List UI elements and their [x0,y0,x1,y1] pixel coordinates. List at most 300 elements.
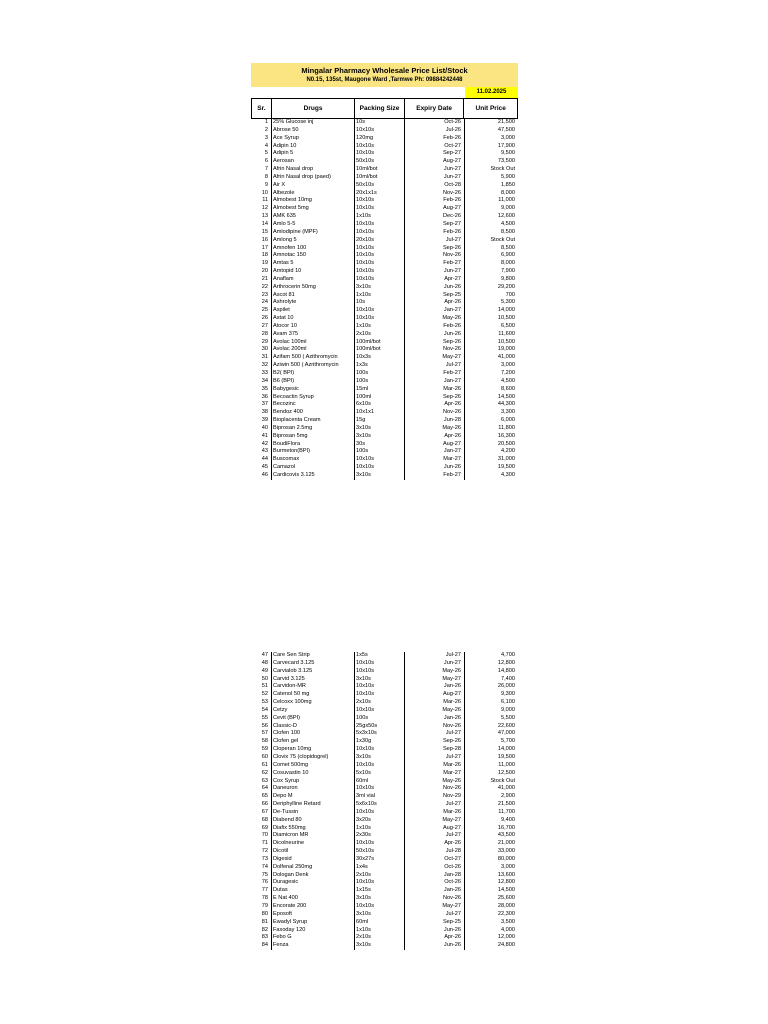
table-row [251,464,518,472]
row-expiry-date: Jun-26 [405,942,465,950]
row-expiry-date: Jun-27 [405,174,465,182]
row-drug-name: Cox Syrup [271,778,355,786]
row-packing-size: 10x10s [355,785,405,793]
row-expiry-date: Jan-26 [405,887,465,895]
table-row [251,942,518,950]
table-row [251,856,518,864]
row-packing-size: 10x10s [355,252,405,260]
row-sr: 37 [261,401,268,408]
row-unit-price: 22,600 [497,722,515,729]
row-expiry-date: Oct-26 [405,119,465,127]
row-packing-size: 3x10s [355,911,405,919]
row-expiry-date: Jul-27 [405,362,465,370]
row-sr: 43 [261,448,268,455]
row-packing-size: 15g [355,417,405,425]
row-packing-size: 10x10s [355,150,405,158]
col-drugs: Drugs [272,99,355,118]
row-unit-price: 8,500 [501,228,515,235]
row-packing-size: 10x10s [355,660,405,668]
row-drug-name: Ashrolyte [271,299,355,307]
row-expiry-date: Mar-26 [405,762,465,770]
row-expiry-date: Jul-27 [405,237,465,245]
row-sr: 27 [261,322,268,329]
table-row [251,887,518,895]
row-expiry-date: Nov-26 [405,346,465,354]
row-unit-price: 8,000 [501,189,515,196]
table-row [251,691,518,699]
row-expiry-date: Nov-26 [405,723,465,731]
row-drug-name: Cosuvastin 10 [271,770,355,778]
col-unit-price: Unit Price [475,105,506,112]
row-expiry-date: Aug-27 [405,825,465,833]
row-sr: 77 [261,887,268,894]
row-sr: 72 [261,848,268,855]
row-unit-price: 13,600 [497,871,515,878]
row-drug-name: Digesid [271,856,355,864]
table-row [251,362,518,370]
row-packing-size: 10ml/bot [355,174,405,182]
table-row [251,825,518,833]
row-sr: 16 [261,236,268,243]
row-packing-size: 10x10s [355,683,405,691]
table-row [251,652,518,660]
row-sr: 4 [264,142,268,149]
table-row [251,143,518,151]
row-unit-price: 24,800 [497,942,515,949]
row-packing-size: 100s [355,715,405,723]
row-expiry-date: Jul-27 [405,911,465,919]
table-row [251,158,518,166]
row-expiry-date: Apr-27 [405,276,465,284]
row-drug-name: Avam 375 [271,331,355,339]
row-drug-name: Air X [271,182,355,190]
row-packing-size: 5x10s [355,770,405,778]
row-drug-name: Babygesic [271,386,355,394]
row-drug-name: BoudiFlora [271,441,355,449]
row-expiry-date: Jan-28 [405,872,465,880]
row-packing-size: 1x15s [355,887,405,895]
row-packing-size: 10x10s [355,464,405,472]
row-expiry-date: Nov-26 [405,409,465,417]
row-packing-size: 10x10s [355,197,405,205]
row-expiry-date: Oct-26 [405,879,465,887]
row-sr: 52 [261,691,268,698]
row-sr: 46 [261,471,268,478]
row-packing-size: 10x10s [355,456,405,464]
row-sr: 71 [261,840,268,847]
row-sr: 69 [261,824,268,831]
row-expiry-date: Sep-27 [405,150,465,158]
table-row [251,778,518,786]
row-unit-price: 47,000 [497,730,515,737]
row-sr: 44 [261,456,268,463]
row-expiry-date: Feb-26 [405,197,465,205]
row-expiry-date: May-26 [405,707,465,715]
table-row [251,676,518,684]
table-row [251,730,518,738]
row-sr: 56 [261,722,268,729]
row-sr: 23 [261,291,268,298]
row-unit-price: 4,700 [501,652,515,658]
row-packing-size: 10x10s [355,691,405,699]
row-expiry-date: Oct-27 [405,856,465,864]
row-drug-name: Azifam 500 ( Azithromycin [271,354,355,362]
row-packing-size: 120mg [355,135,405,143]
table-row [251,699,518,707]
table-row [251,268,518,276]
row-drug-name: Almobest 10mg [271,197,355,205]
table-row [251,150,518,158]
col-packing-size: Packing Size [355,99,405,118]
row-sr: 81 [261,918,268,925]
row-unit-price: 19,000 [497,346,515,353]
row-expiry-date: Nov-26 [405,190,465,198]
row-unit-price: 4,200 [501,448,515,455]
row-sr: 84 [261,942,268,949]
row-drug-name: Clofen gel [271,738,355,746]
table-row [251,339,518,347]
row-sr: 25 [261,307,268,314]
row-expiry-date: Jan-26 [405,715,465,723]
row-sr: 38 [261,409,268,416]
row-expiry-date: Jul-26 [405,127,465,135]
row-drug-name: Dolfenal 250mg [271,864,355,872]
row-packing-size: 10x10s [355,840,405,848]
table-row [251,354,518,362]
row-sr: 83 [261,934,268,941]
row-sr: 70 [261,832,268,839]
row-expiry-date: Sep-26 [405,339,465,347]
row-sr: 19 [261,260,268,267]
row-sr: 32 [261,362,268,369]
row-drug-name: Amtopid 10 [271,268,355,276]
row-unit-price: 9,000 [501,205,515,212]
row-packing-size: 1x10s [355,213,405,221]
row-unit-price: 14,000 [497,746,515,753]
table-row [251,135,518,143]
row-sr: 67 [261,808,268,815]
row-expiry-date: Jul-27 [405,730,465,738]
table-row [251,370,518,378]
table-row [251,331,518,339]
row-expiry-date: May-27 [405,676,465,684]
row-drug-name: Diafix 550mg [271,825,355,833]
row-expiry-date: Mar-27 [405,456,465,464]
row-sr: 21 [261,275,268,282]
row-expiry-date: May-27 [405,903,465,911]
row-drug-name: Afrin Nasal drop [271,166,355,174]
row-expiry-date: Feb-26 [405,323,465,331]
row-drug-name: Diabend 80 [271,817,355,825]
row-packing-size: 10x3s [355,354,405,362]
row-drug-name: Clofen 100 [271,730,355,738]
row-packing-size: 3x10s [355,425,405,433]
row-drug-name: Afrin Nasal drop (paed) [271,174,355,182]
row-sr: 36 [261,393,268,400]
row-expiry-date: Apr-26 [405,401,465,409]
row-drug-name: Amlo 5-5 [271,221,355,229]
table-row [251,386,518,394]
table-row [251,864,518,872]
row-unit-price: 5,900 [501,173,515,180]
row-sr: 8 [264,173,268,180]
row-expiry-date: Sep-26 [405,394,465,402]
row-drug-name: Biprosan 5mg [271,433,355,441]
row-unit-price: 21,500 [497,801,515,808]
row-sr: 80 [261,910,268,917]
row-drug-name: Celcoxx 100mg [271,699,355,707]
row-packing-size: 1x5s [355,652,405,660]
row-sr: 3 [264,134,268,141]
row-sr: 59 [261,746,268,753]
row-unit-price: 41,000 [497,785,515,792]
row-packing-size: 6x10s [355,401,405,409]
row-expiry-date: Mar-26 [405,699,465,707]
row-packing-size: 60ml [355,919,405,927]
row-expiry-date: Jun-26 [405,927,465,935]
row-unit-price: Stock Out [490,236,515,243]
row-sr: 34 [261,377,268,384]
row-expiry-date: May-26 [405,425,465,433]
table-row [251,292,518,300]
row-sr: 57 [261,730,268,737]
pharmacy-title: Mingalar Pharmacy Wholesale Price List/Stock [301,66,468,75]
row-packing-size: 10x10s [355,762,405,770]
row-packing-size: 10x10s [355,143,405,151]
row-packing-size: 60ml [355,778,405,786]
table-row [251,895,518,903]
table-row [251,394,518,402]
row-sr: 14 [261,220,268,227]
row-packing-size: 30x27s [355,856,405,864]
row-packing-size: 1x4s [355,864,405,872]
row-drug-name: Deriphylline Retard [271,801,355,809]
row-unit-price: 6,000 [501,417,515,424]
row-unit-price: 9,300 [501,691,515,698]
row-expiry-date: Nov-29 [405,793,465,801]
row-unit-price: 11,800 [498,424,515,431]
row-packing-size: 100ml/bot [355,346,405,354]
row-expiry-date: Sep-28 [405,746,465,754]
row-packing-size: 10x1x1 [355,409,405,417]
table-row [251,456,518,464]
row-expiry-date: Feb-27 [405,370,465,378]
row-unit-price: 9,400 [501,816,515,823]
row-expiry-date: Jan-26 [405,683,465,691]
table-row [251,190,518,198]
row-sr: 11 [262,197,268,204]
table-row [251,441,518,449]
row-expiry-date: Aug-27 [405,691,465,699]
table-row [251,903,518,911]
row-sr: 54 [261,706,268,713]
sheet-header [251,63,518,87]
row-packing-size: 10x10s [355,127,405,135]
row-unit-price: 9,500 [501,150,515,157]
row-packing-size: 2x10s [355,934,405,942]
row-packing-size: 10s [355,299,405,307]
table-row [251,668,518,676]
row-drug-name: Encorate 200 [271,903,355,911]
row-packing-size: 10x10s [355,221,405,229]
row-drug-name: Burmeton(BPI) [271,448,355,456]
row-unit-price: 8,500 [501,244,515,251]
row-expiry-date: Oct-27 [405,143,465,151]
table-row [251,754,518,762]
row-unit-price: 6,500 [501,322,515,329]
row-packing-size: 10x10s [355,307,405,315]
row-unit-price: 3,000 [501,362,515,369]
row-expiry-date: Nov-26 [405,785,465,793]
table-row [251,762,518,770]
row-expiry-date: Jun-26 [405,284,465,292]
row-drug-name: Ewadyl Syrup [271,919,355,927]
row-packing-size: 10x10s [355,260,405,268]
row-expiry-date: Jan-27 [405,307,465,315]
row-drug-name: Duragesic [271,879,355,887]
row-packing-size: 10x10s [355,668,405,676]
row-drug-name: Almobest 5mg [271,205,355,213]
row-sr: 18 [261,252,268,259]
row-expiry-date: Feb-27 [405,260,465,268]
row-packing-size: 3x10s [355,676,405,684]
row-expiry-date: Aug-27 [405,158,465,166]
row-sr: 65 [261,793,268,800]
table-row [251,832,518,840]
row-unit-price: 80,000 [497,855,515,862]
row-expiry-date: Sep-25 [405,292,465,300]
col-sr: Sr. [252,99,272,118]
col-expiry-date: Expiry Date [405,99,465,118]
row-sr: 53 [261,699,268,706]
table-row [251,715,518,723]
row-sr: 39 [261,417,268,424]
table-row [251,770,518,778]
table-row [251,872,518,880]
row-expiry-date: Jul-27 [405,832,465,840]
table-row [251,472,518,480]
row-unit-price: 4,500 [501,220,515,227]
row-expiry-date: Oct-28 [405,182,465,190]
row-unit-price: 16,300 [497,432,515,439]
row-drug-name: Abrose 50 [271,127,355,135]
row-unit-price: 5,500 [501,714,515,721]
row-sr: 33 [261,370,268,376]
row-drug-name: Aspilet [271,307,355,315]
row-drug-name: B6 (BPI) [271,378,355,386]
row-unit-price: 12,000 [497,934,515,941]
row-unit-price: 7,900 [501,268,515,275]
row-packing-size: 3x10s [355,472,405,480]
row-packing-size: 100s [355,370,405,378]
row-sr: 15 [261,228,268,235]
row-drug-name: Eposoft [271,911,355,919]
row-expiry-date: Aug-27 [405,441,465,449]
row-unit-price: 21,000 [497,840,515,847]
row-packing-size: 10x10s [355,315,405,323]
row-packing-size: 10x10s [355,879,405,887]
table-row [251,346,518,354]
row-expiry-date: Feb-26 [405,229,465,237]
row-drug-name: Daneuron [271,785,355,793]
row-sr: 7 [264,166,268,173]
table-row [251,879,518,887]
row-drug-name: Bendoz 400 [271,409,355,417]
row-sr: 35 [261,385,268,392]
row-packing-size: 5x6x10s [355,801,405,809]
row-sr: 60 [261,753,268,760]
table-row [251,817,518,825]
row-unit-price: 29,200 [497,283,515,290]
row-sr: 68 [261,816,268,823]
row-sr: 41 [261,432,268,439]
row-drug-name: Ace Syrup [271,135,355,143]
row-drug-name: Ascot 81 [271,292,355,300]
row-expiry-date: Jun-27 [405,166,465,174]
row-expiry-date: Sep-27 [405,221,465,229]
row-unit-price: 14,500 [497,887,515,894]
row-sr: 17 [261,244,268,251]
row-expiry-date: Oct-26 [405,864,465,872]
row-packing-size: 1x10s [355,323,405,331]
row-unit-price: Stock Out [490,777,515,784]
row-unit-price: 14,000 [497,307,515,314]
row-packing-size: 30s [355,441,405,449]
row-sr: 50 [261,675,268,682]
row-drug-name: Buscomax [271,456,355,464]
row-drug-name: 25% Glucose inj [271,119,355,127]
table-row [251,213,518,221]
row-drug-name: Adipin 5 [271,150,355,158]
row-sr: 30 [261,346,268,353]
table-row [251,448,518,456]
row-packing-size: 100ml/bot [355,339,405,347]
row-unit-price: 4,300 [501,471,515,478]
table-row [251,707,518,715]
row-drug-name: E Nat 400 [271,895,355,903]
row-drug-name: Amnotac 150 [271,252,355,260]
row-unit-price: 25,600 [497,895,515,902]
row-expiry-date: Mar-26 [405,386,465,394]
row-packing-size: 3x10s [355,284,405,292]
price-list-sheet-2 [251,652,518,950]
row-unit-price: 20,500 [497,440,515,447]
row-drug-name: Becoactin Syrup [271,394,355,402]
row-expiry-date: May-26 [405,778,465,786]
row-packing-size: 10s [355,119,405,127]
row-sr: 49 [261,667,268,674]
row-unit-price: 6,100 [501,699,515,706]
table-row [251,307,518,315]
row-drug-name: B2( BPI) [271,370,355,378]
row-unit-price: 7,200 [501,370,515,376]
row-unit-price: 1,850 [501,181,515,188]
row-drug-name: Aziwin 500 ( Azrithromycin [271,362,355,370]
table-row [251,127,518,135]
row-packing-size: 2x30s [355,832,405,840]
row-drug-name: Carvid 3.125 [271,676,355,684]
row-sr: 82 [261,926,268,933]
row-expiry-date: Feb-26 [405,135,465,143]
row-expiry-date: Jun-26 [405,331,465,339]
row-sr: 2 [264,126,268,133]
table-row [251,746,518,754]
row-expiry-date: Apr-26 [405,840,465,848]
row-expiry-date: May-26 [405,315,465,323]
row-drug-name: Cetzy [271,707,355,715]
row-packing-size: 2x10s [355,872,405,880]
row-packing-size: 2x10s [355,331,405,339]
